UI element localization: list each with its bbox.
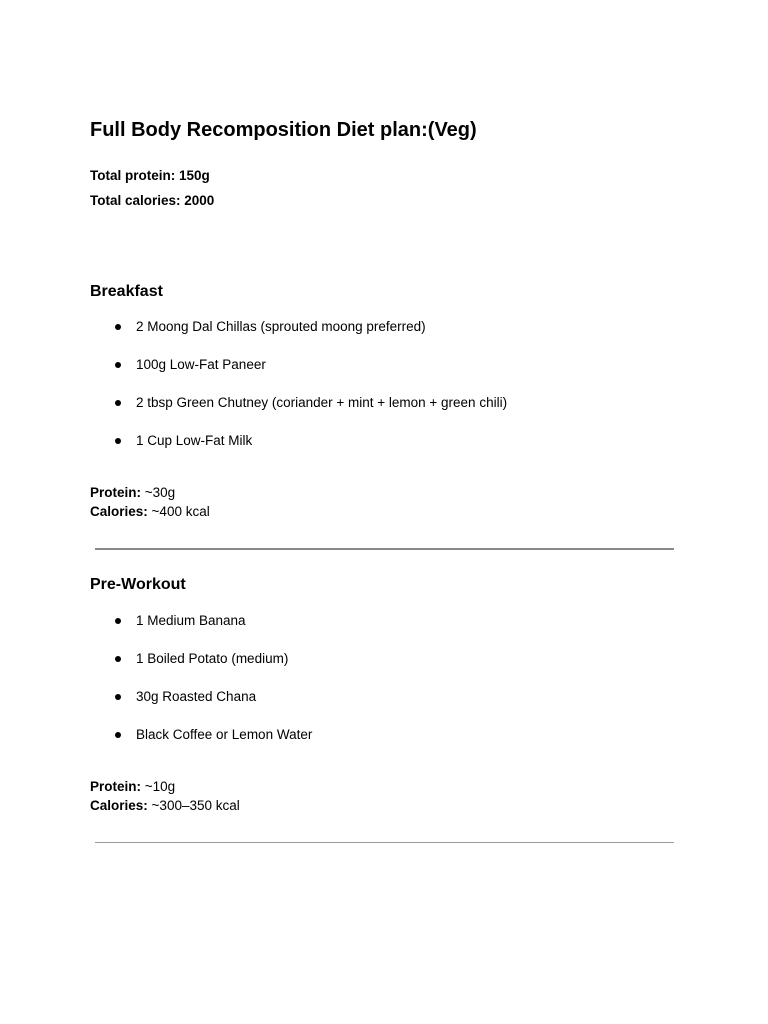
breakfast-protein [90,484,175,502]
breakfast-item-text: 2 Moong Dal Chillas (sprouted moong preferred) [136,319,426,334]
pre-workout-item-text: Black Coffee or Lemon Water [136,727,313,742]
bullet-icon [115,324,121,330]
section-divider [95,842,674,843]
breakfast-heading: Breakfast [90,283,163,300]
section-divider [95,548,674,550]
bullet-icon [115,694,121,700]
protein-label: Protein: [90,779,142,794]
calories-value: ~300–350 kcal [151,798,240,813]
breakfast-item-text: 100g Low-Fat Paneer [136,357,266,372]
pre-workout-heading: Pre-Workout [90,576,186,593]
bullet-icon [115,400,121,406]
pre-workout-item-text: 1 Boiled Potato (medium) [136,651,289,666]
bullet-icon [115,438,121,444]
pre-workout-protein [90,778,175,796]
breakfast-item-text: 2 tbsp Green Chutney (coriander + mint + lemon + green chili) [136,395,508,410]
protein-value: ~10g [144,779,176,794]
breakfast-calories [90,503,210,521]
calories-label: Calories: [90,504,148,519]
pre-workout-item-text: 1 Medium Banana [136,613,246,628]
pre-workout-item-text: 30g Roasted Chana [136,689,257,704]
bullet-icon [115,618,121,624]
bullet-icon [115,656,121,662]
calories-value: ~400 kcal [151,504,210,519]
bullet-icon [115,732,121,738]
calories-label: Calories: [90,798,148,813]
pre-workout-calories [90,797,240,815]
total-calories: Total calories: 2000 [90,193,215,208]
bullet-icon [115,362,121,368]
breakfast-item-text: 1 Cup Low-Fat Milk [136,433,253,448]
total-protein: Total protein: 150g [90,168,210,183]
protein-label: Protein: [90,485,142,500]
protein-value: ~30g [144,485,176,500]
document-title: Full Body Recomposition Diet plan:(Veg) [90,119,477,141]
